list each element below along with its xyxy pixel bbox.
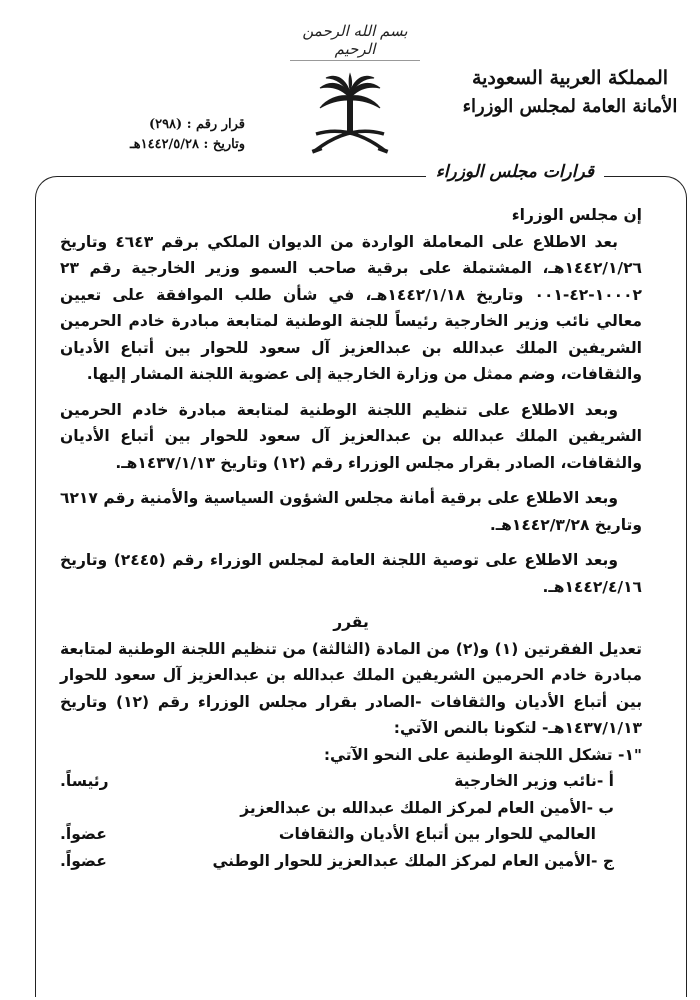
member-item-c xyxy=(60,848,642,875)
paragraph-2: وبعد الاطلاع على تنظيم اللجنة الوطنية لمتابعة مبادرة خادم الحرمين الشريفين الملك عبدالله بن عبدالعزيز آل سعود للحوار بين أتباع الأديان والثقافات، الصادر بقرار مجلس الوزراء رقم (١٢) وتاريخ ١٤٣٧/١/١٣هـ. xyxy=(60,400,642,472)
member-b-role: عضواً. xyxy=(60,825,107,843)
member-b-title: العالمي للحوار بين أتباع الأديان والثقافات xyxy=(278,825,596,843)
decides-heading: يقرر xyxy=(333,613,369,631)
member-c-role: عضواً. xyxy=(60,851,107,870)
saudi-emblem-icon xyxy=(310,72,390,162)
decision-date: وتاريخ : ١٤٤٢/٥/٢٨هـ xyxy=(129,137,245,152)
paragraph-1: بعد الاطلاع على المعاملة الواردة من الديوان الملكي برقم ٤٦٤٣ وتاريخ ١٤٤٢/١/٢٦هـ، المشتملة على برقية صاحب السمو وزير الخارجية رقم ٢٣ ١٠٠٠٢-٤٢-٠٠١ وتاريخ ١٤٤٢/١/١٨هـ، في شأن طلب الموافقة على تعيين معالي نائب وزير الخارجية رئيساً للجنة الوطنية لمتابعة مبادرة خادم الحرمين الشريفين الملك عبدالله بن عبدالعزيز آل سعود للحوار بين أتباع الأديان والثقافات، وضم ممثل من وزارة الخارجية إلى عضوية اللجنة المشار إليها. xyxy=(60,232,642,383)
member-item-b-line1: ب -الأمين العام لمركز الملك عبدالله بن عبدالعزيز xyxy=(240,798,614,817)
member-item-a xyxy=(60,768,642,795)
clause-1: "١- تشكل اللجنة الوطنية على النحو الآتي: xyxy=(323,745,642,764)
decision-reference xyxy=(45,115,245,155)
paragraph-3: وبعد الاطلاع على برقية أمانة مجلس الشؤون السياسية والأمنية رقم ٦٢١٧ وتاريخ ١٤٤٢/٣/٢٨هـ. xyxy=(60,489,642,534)
member-a-role: رئيساً. xyxy=(60,772,109,790)
section-tab: قرارات مجلس الوزراء xyxy=(426,162,604,182)
member-item-b xyxy=(60,821,642,848)
member-a-title: أ -نائب وزير الخارجية xyxy=(454,772,614,790)
secretariat-name: الأمانة العامة لمجلس الوزراء xyxy=(462,96,678,117)
paragraph-4: وبعد الاطلاع على توصية اللجنة العامة لمجلس الوزراء رقم (٢٤٤٥) وتاريخ ١٤٤٢/٤/١٦هـ. xyxy=(60,551,642,596)
basmala: بسم الله الرحمن الرحيم xyxy=(290,22,420,61)
paragraph-5: تعديل الفقرتين (١) و(٢) من المادة (الثالثة) من تنظيم اللجنة الوطنية لمتابعة مبادرة خادم الحرمين الشريفين الملك عبدالله بن عبدالعزيز آل سعود للحوار بين أتباع الأديان والثقافات -الصادر بقرار مجلس الوزراء رقم (١٢) وتاريخ ١٤٣٧/١/١٣هـ- لتكونا بالنص الآتي: xyxy=(60,639,643,737)
kingdom-name: المملكة العربية السعودية xyxy=(471,67,669,89)
member-c-title: ج -الأمين العام لمركز الملك عبدالعزيز للحوار الوطني xyxy=(212,851,614,870)
decision-number: قرار رقم : (٢٩٨) xyxy=(148,117,245,132)
opening-line: إن مجلس الوزراء xyxy=(511,206,642,224)
decision-body xyxy=(60,202,642,874)
letterhead-title xyxy=(460,64,680,122)
